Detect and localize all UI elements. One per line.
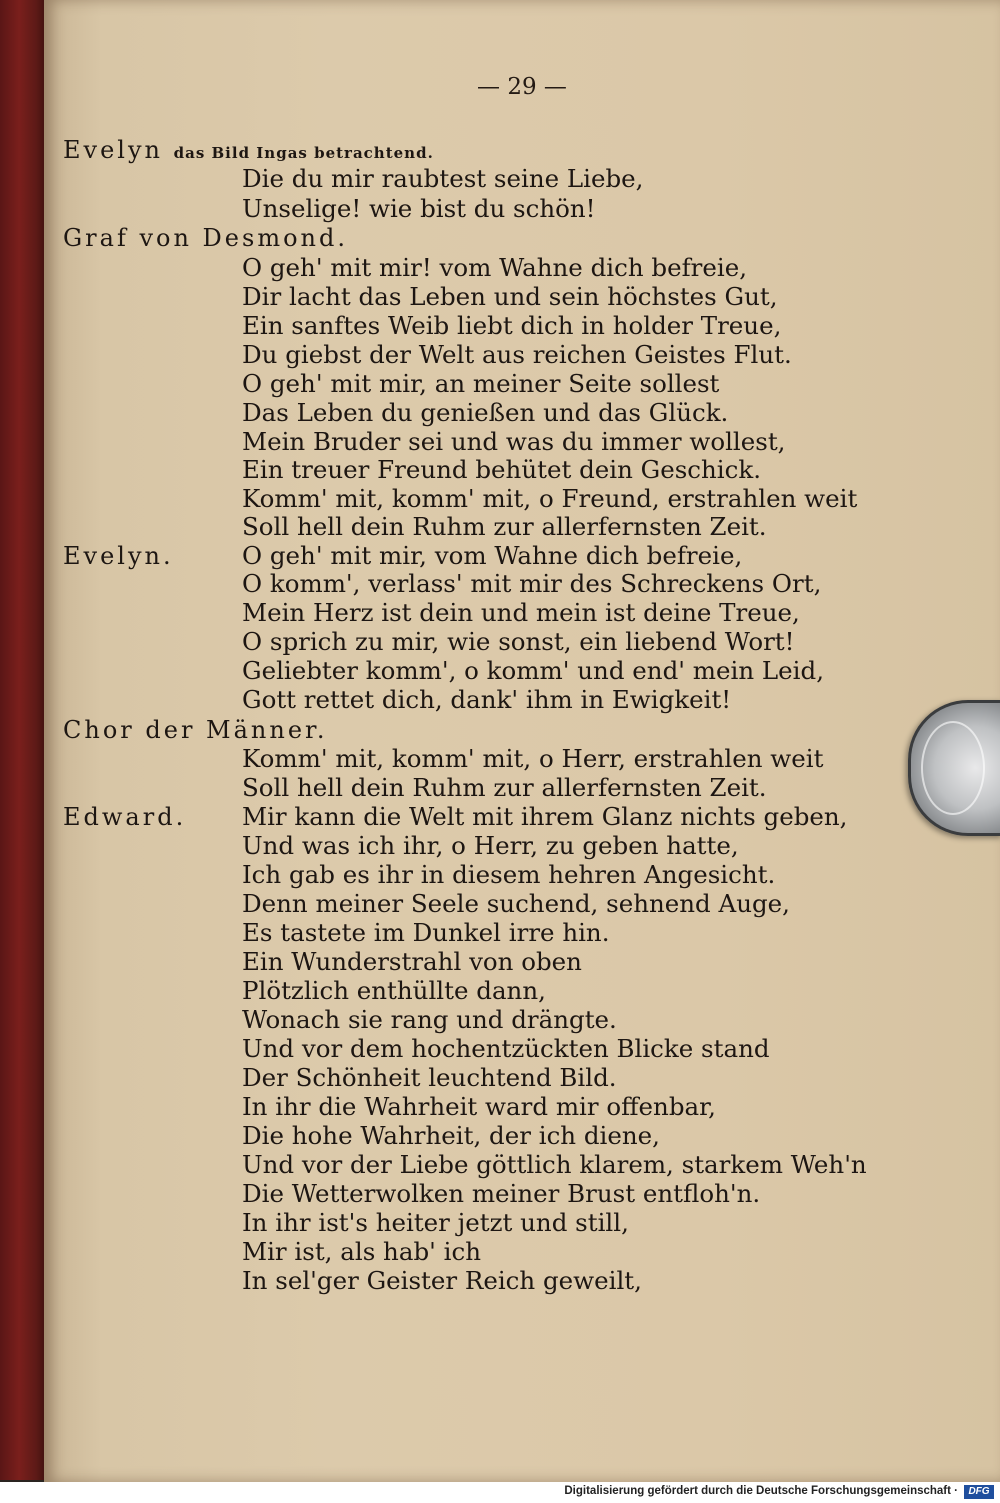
stage-direction: das Bild Ingas betrachtend.	[173, 144, 434, 162]
verse-line: Ich gab es ihr in diesem hehren Angesicht.	[242, 860, 776, 889]
verse-line: Du giebst der Welt aus reichen Geistes Flut.	[242, 340, 792, 369]
verse-line: In sel'ger Geister Reich geweilt,	[242, 1266, 642, 1295]
speaker-evelyn-2: Evelyn.	[63, 542, 174, 570]
verse-line: Soll hell dein Ruhm zur allerfernsten Zeit.	[242, 512, 767, 541]
verse-line: O geh' mit mir, vom Wahne dich befreie,	[242, 541, 743, 570]
verse-line: Die hohe Wahrheit, der ich diene,	[242, 1121, 660, 1150]
verse-line: Ein Wunderstrahl von oben	[242, 947, 582, 976]
verse-line: Und vor der Liebe göttlich klarem, starkem Weh'n	[242, 1150, 867, 1179]
verse-line: O geh' mit mir, an meiner Seite sollest	[242, 369, 720, 398]
verse-line: Komm' mit, komm' mit, o Freund, erstrahlen weit	[242, 484, 858, 513]
verse-line: In ihr ist's heiter jetzt und still,	[242, 1208, 629, 1237]
verse-line: Dir lacht das Leben und sein höchstes Gut,	[242, 282, 778, 311]
book-binding	[0, 0, 48, 1480]
verse-line: Ein treuer Freund behütet dein Geschick.	[242, 455, 761, 484]
page-number: — 29 —	[477, 74, 567, 100]
funding-notice: Digitalisierung gefördert durch die Deutsche Forschungsgemeinschaft ·	[564, 1485, 958, 1497]
verse-line: Das Leben du genießen und das Glück.	[242, 398, 729, 427]
verse-line: Mir kann die Welt mit ihrem Glanz nichts geben,	[242, 802, 848, 831]
verse-line: O komm', verlass' mit mir des Schreckens Ort,	[242, 569, 822, 598]
verse-line: O sprich zu mir, wie sonst, ein liebend Wort!	[242, 627, 795, 656]
speaker-name: Evelyn	[63, 136, 163, 164]
dfg-logo: DFG	[964, 1485, 994, 1499]
speaker-graf-von-desmond: Graf von Desmond.	[63, 224, 348, 252]
verse-line: Wonach sie rang und drängte.	[242, 1005, 617, 1034]
speaker-edward: Edward.	[63, 803, 187, 831]
verse-line: Geliebter komm', o komm' und end' mein Leid,	[242, 656, 824, 685]
verse-line: Soll hell dein Ruhm zur allerfernsten Zeit.	[242, 773, 767, 802]
verse-line: In ihr die Wahrheit ward mir offenbar,	[242, 1092, 716, 1121]
verse-line: Der Schönheit leuchtend Bild.	[242, 1063, 617, 1092]
speaker-chor-der-maenner: Chor der Männer.	[63, 716, 328, 744]
verse-line: Mein Herz ist dein und mein ist deine Treue,	[242, 598, 800, 627]
verse-line: Ein sanftes Weib liebt dich in holder Treue,	[242, 311, 782, 340]
verse-line: Mein Bruder sei und was du immer wollest,	[242, 427, 786, 456]
verse-line: Plötzlich enthüllte dann,	[242, 976, 546, 1005]
verse-line: Es tastete im Dunkel irre hin.	[242, 918, 610, 947]
verse-line: Und vor dem hochentzückten Blicke stand	[242, 1034, 770, 1063]
verse-line: O geh' mit mir! vom Wahne dich befreie,	[242, 253, 747, 282]
verse-line: Mir ist, als hab' ich	[242, 1237, 481, 1266]
verse-line: Die du mir raubtest seine Liebe,	[242, 164, 644, 193]
verse-line: Und was ich ihr, o Herr, zu geben hatte,	[242, 831, 739, 860]
verse-line: Komm' mit, komm' mit, o Herr, erstrahlen weit	[242, 744, 824, 773]
verse-line: Denn meiner Seele suchend, sehnend Auge,	[242, 889, 790, 918]
footer-bar	[0, 1482, 1000, 1503]
verse-line: Unselige! wie bist du schön!	[242, 194, 596, 223]
book-page	[44, 0, 1000, 1482]
verse-line: Die Wetterwolken meiner Brust entfloh'n.	[242, 1179, 761, 1208]
verse-line: Gott rettet dich, dank' ihm in Ewigkeit!	[242, 685, 732, 714]
